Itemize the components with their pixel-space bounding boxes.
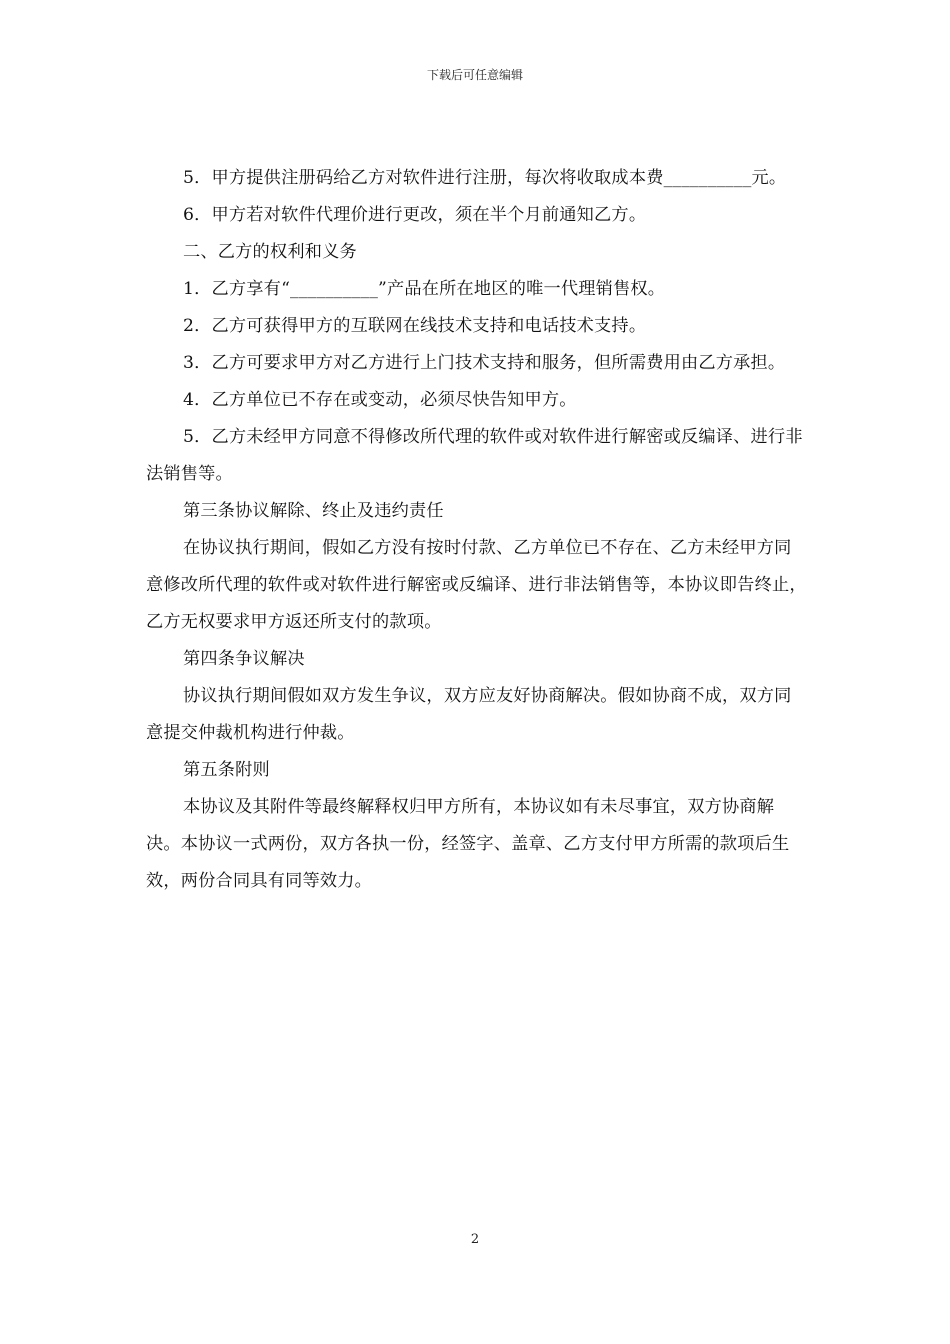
article-3-heading: 第三条协议解除、终止及违约责任 xyxy=(183,501,444,521)
article-5-heading: 第五条附则 xyxy=(183,760,270,780)
article-5-body: 本协议及其附件等最终解释权归甲方所有，本协议如有未尽事宜，双方协商解决。本协议一式两份，双方各执一份，经签字、盖章、乙方支付甲方所需的款项后生效，两份合同具有同等效力。 xyxy=(146,797,790,891)
paragraph-b-item-5: 5．乙方未经甲方同意不得修改所代理的软件或对软件进行解密或反编译、进行非法销售等。 xyxy=(146,427,803,484)
paragraph-item-6-price-change: 6．甲方若对软件代理价进行更改，须在半个月前通知乙方。 xyxy=(183,205,647,225)
article-4-body: 协议执行期间假如双方发生争议，双方应友好协商解决。假如协商不成，双方同意提交仲裁机构进行仲裁。 xyxy=(146,686,792,743)
article-4-heading: 第四条争议解决 xyxy=(183,649,305,669)
paragraph-b-item-4: 4．乙方单位已不存在或变动，必须尽快告知甲方。 xyxy=(183,390,577,410)
page-number: 2 xyxy=(470,1232,480,1247)
paragraph-b-item-3: 3．乙方可要求甲方对乙方进行上门技术支持和服务，但所需费用由乙方承担。 xyxy=(183,353,786,373)
paragraph-b-item-1: 1．乙方享有“__________”产品在所在地区的唯一代理销售权。 xyxy=(183,279,666,299)
paragraph-b-item-2: 2．乙方可获得甲方的互联网在线技术支持和电话技术支持。 xyxy=(183,316,647,336)
paragraph-item-5-registration: 5．甲方提供注册码给乙方对软件进行注册，每次将收取成本费__________元。 xyxy=(183,168,787,188)
article-3-body: 在协议执行期间，假如乙方没有按时付款、乙方单位已不存在、乙方未经甲方同意修改所代理的软件或对软件进行解密或反编译、进行非法销售等，本协议即告终止，乙方无权要求甲方返还所支付的款项。 xyxy=(146,538,807,632)
document-body xyxy=(146,160,808,900)
page-header: 下载后可任意编辑 xyxy=(426,68,523,82)
section-heading-party-b-rights: 二、乙方的权利和义务 xyxy=(183,242,357,262)
